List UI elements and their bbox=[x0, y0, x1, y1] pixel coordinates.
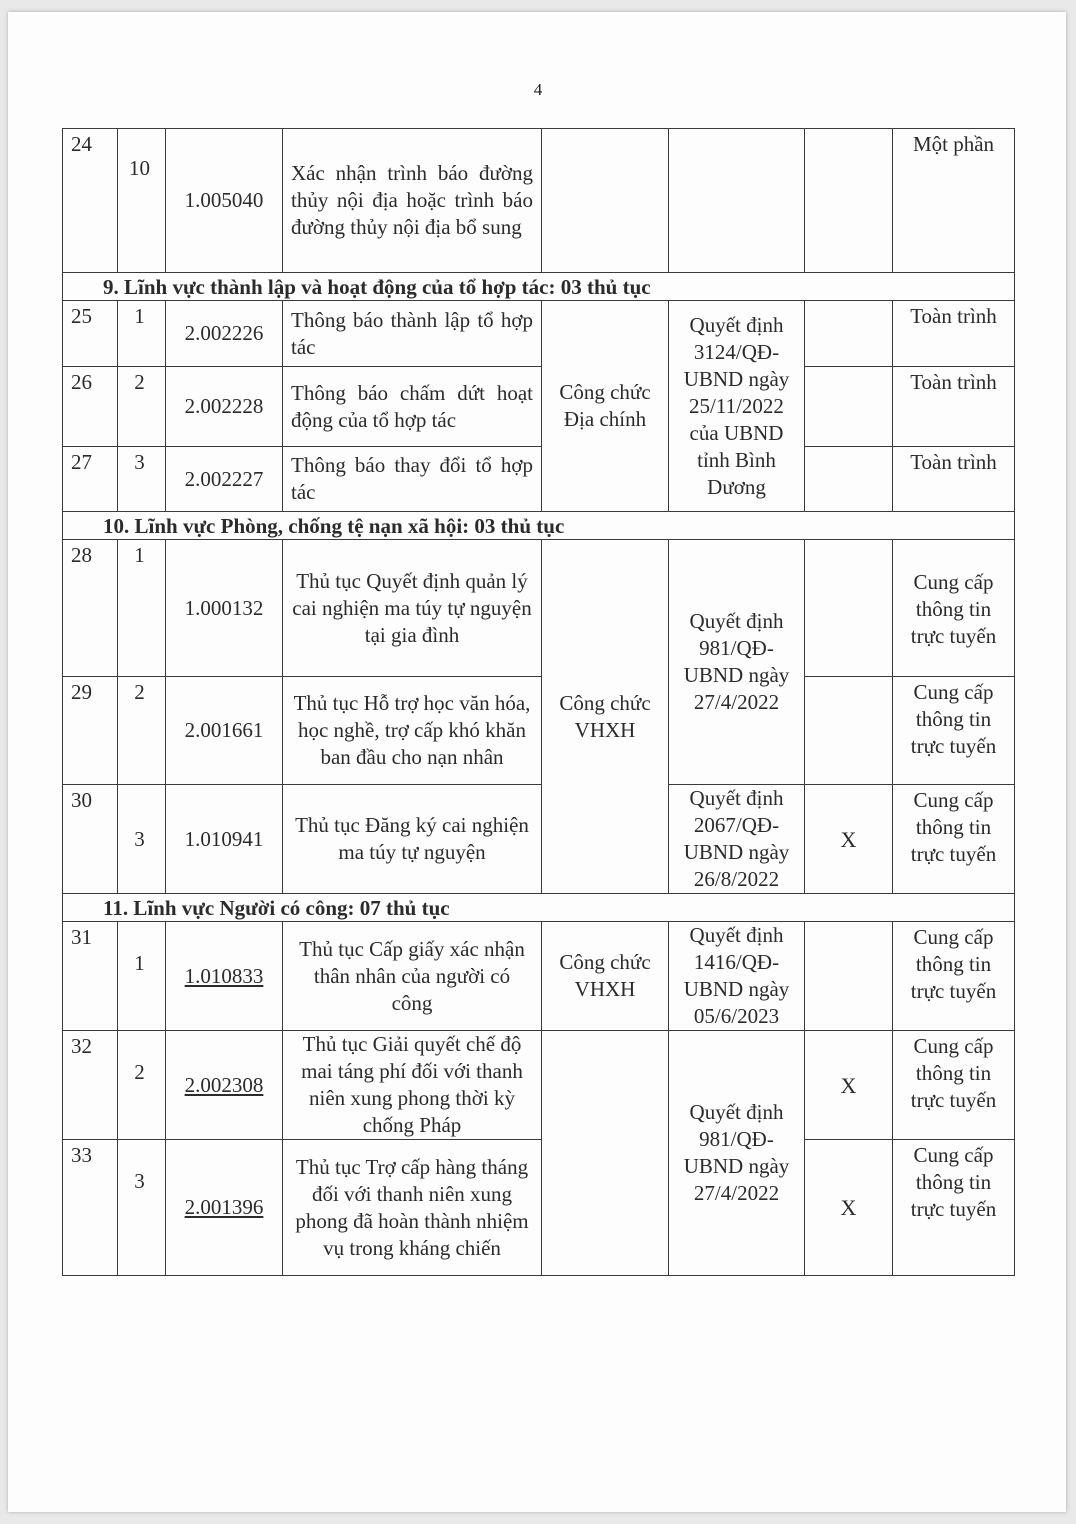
row-index: 1 bbox=[118, 301, 166, 367]
service-level: Cung cấp thông tin trực tuyến bbox=[893, 1031, 1015, 1140]
table-row bbox=[63, 301, 1015, 367]
service-level: Một phần bbox=[893, 129, 1015, 273]
procedure-name: Thông báo thay đổi tổ hợp tác bbox=[283, 447, 542, 512]
row-number: 30 bbox=[63, 785, 118, 894]
service-level: Toàn trình bbox=[893, 367, 1015, 447]
procedure-name: Thủ tục Giải quyết chế độ mai táng phí đối với thanh niên xung phong thời kỳ chống Pháp bbox=[283, 1031, 542, 1140]
procedure-code: 2.001661 bbox=[166, 677, 283, 785]
row-index: 2 bbox=[118, 677, 166, 785]
procedure-code bbox=[166, 1031, 283, 1140]
service-level: Cung cấp thông tin trực tuyến bbox=[893, 922, 1015, 1031]
table-row bbox=[63, 1140, 1015, 1276]
section-heading: 10. Lĩnh vực Phòng, chống tệ nạn xã hội: 03 thủ tục bbox=[63, 512, 1015, 540]
mark-cell: X bbox=[805, 1031, 893, 1140]
mark-cell: X bbox=[805, 785, 893, 894]
mark-cell bbox=[805, 301, 893, 367]
row-index: 3 bbox=[118, 1140, 166, 1276]
decision-cell bbox=[669, 129, 805, 273]
row-number: 27 bbox=[63, 447, 118, 512]
row-number: 26 bbox=[63, 367, 118, 447]
procedure-name: Thủ tục Đăng ký cai nghiện ma túy tự nguyện bbox=[283, 785, 542, 894]
table-row bbox=[63, 540, 1015, 677]
procedure-code: 2.002226 bbox=[166, 301, 283, 367]
procedure-name: Thông báo chấm dứt hoạt động của tổ hợp tác bbox=[283, 367, 542, 447]
service-level: Toàn trình bbox=[893, 301, 1015, 367]
procedure-code-link[interactable]: 2.001396 bbox=[184, 1195, 264, 1219]
table-row bbox=[63, 785, 1015, 894]
mark-cell bbox=[805, 540, 893, 677]
officer-cell: Công chức VHXH bbox=[542, 922, 669, 1031]
table-row bbox=[63, 447, 1015, 512]
procedure-code bbox=[166, 1140, 283, 1276]
decision-cell: Quyết định 981/QĐ-UBND ngày 27/4/2022 bbox=[669, 1031, 805, 1276]
procedure-code-link[interactable]: 1.010833 bbox=[184, 963, 264, 988]
procedures-table bbox=[62, 128, 1015, 1276]
service-level: Cung cấp thông tin trực tuyến bbox=[893, 540, 1015, 677]
decision-cell: Quyết định 3124/QĐ-UBND ngày 25/11/2022 của UBND tỉnh Bình Dương bbox=[669, 301, 805, 512]
row-index: 3 bbox=[118, 447, 166, 512]
officer-cell bbox=[542, 1031, 669, 1276]
mark-cell bbox=[805, 447, 893, 512]
row-index: 2 bbox=[118, 367, 166, 447]
procedure-code bbox=[166, 922, 283, 1031]
section-row bbox=[63, 273, 1015, 301]
service-level: Cung cấp thông tin trực tuyến bbox=[893, 785, 1015, 894]
row-number: 32 bbox=[63, 1031, 118, 1140]
service-level: Toàn trình bbox=[893, 447, 1015, 512]
section-heading: 9. Lĩnh vực thành lập và hoạt động của tổ hợp tác: 03 thủ tục bbox=[63, 273, 1015, 301]
procedure-code: 1.005040 bbox=[166, 129, 283, 273]
decision-cell: Quyết định 2067/QĐ-UBND ngày 26/8/2022 bbox=[669, 785, 805, 894]
procedure-name: Thủ tục Cấp giấy xác nhận thân nhân của người có công bbox=[283, 922, 542, 1031]
row-number: 31 bbox=[63, 922, 118, 1031]
officer-cell: Công chức Địa chính bbox=[542, 301, 669, 512]
section-row bbox=[63, 512, 1015, 540]
procedure-name: Xác nhận trình báo đường thủy nội địa hoặc trình báo đường thủy nội địa bổ sung bbox=[283, 129, 542, 273]
page-number: 4 bbox=[533, 80, 543, 99]
procedure-name: Thủ tục Quyết định quản lý cai nghiện ma túy tự nguyện tại gia đình bbox=[283, 540, 542, 677]
procedure-code: 2.002227 bbox=[166, 447, 283, 512]
procedure-name: Thông báo thành lập tổ hợp tác bbox=[283, 301, 542, 367]
procedure-code: 2.002228 bbox=[166, 367, 283, 447]
officer-cell bbox=[542, 129, 669, 273]
procedure-name: Thủ tục Hỗ trợ học văn hóa, học nghề, trợ cấp khó khăn ban đầu cho nạn nhân bbox=[283, 677, 542, 785]
mark-cell bbox=[805, 922, 893, 1031]
service-level: Cung cấp thông tin trực tuyến bbox=[893, 677, 1015, 785]
row-index: 2 bbox=[118, 1031, 166, 1140]
mark-cell bbox=[805, 367, 893, 447]
mark-cell bbox=[805, 677, 893, 785]
procedure-code: 1.010941 bbox=[166, 785, 283, 894]
table-row bbox=[63, 677, 1015, 785]
row-number: 25 bbox=[63, 301, 118, 367]
procedure-code-link[interactable]: 2.002308 bbox=[184, 1072, 264, 1097]
table-row bbox=[63, 922, 1015, 1031]
row-number: 33 bbox=[63, 1140, 118, 1276]
decision-cell: Quyết định 981/QĐ-UBND ngày 27/4/2022 bbox=[669, 540, 805, 785]
service-level: Cung cấp thông tin trực tuyến bbox=[893, 1140, 1015, 1276]
procedure-name: Thủ tục Trợ cấp hàng tháng đối với thanh niên xung phong đã hoàn thành nhiệm vụ trong kháng chiến bbox=[283, 1140, 542, 1276]
decision-cell: Quyết định 1416/QĐ-UBND ngày 05/6/2023 bbox=[669, 922, 805, 1031]
row-index: 3 bbox=[118, 785, 166, 894]
section-heading: 11. Lĩnh vực Người có công: 07 thủ tục bbox=[63, 894, 1015, 922]
officer-cell: Công chức VHXH bbox=[542, 540, 669, 894]
section-row bbox=[63, 894, 1015, 922]
table-row bbox=[63, 367, 1015, 447]
procedure-code: 1.000132 bbox=[166, 540, 283, 677]
row-index: 1 bbox=[118, 540, 166, 677]
table-row bbox=[63, 1031, 1015, 1140]
row-index: 10 bbox=[118, 129, 166, 273]
row-number: 24 bbox=[63, 129, 118, 273]
row-index: 1 bbox=[118, 922, 166, 1031]
row-number: 28 bbox=[63, 540, 118, 677]
row-number: 29 bbox=[63, 677, 118, 785]
table-row bbox=[63, 129, 1015, 273]
mark-cell bbox=[805, 129, 893, 273]
mark-cell: X bbox=[805, 1140, 893, 1276]
